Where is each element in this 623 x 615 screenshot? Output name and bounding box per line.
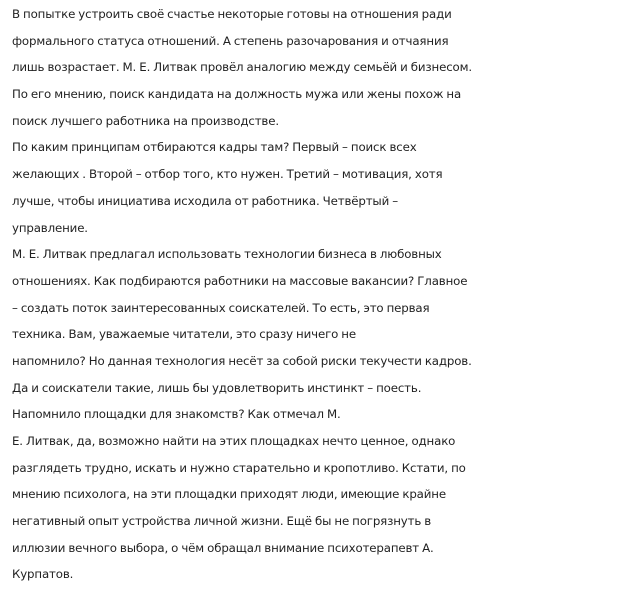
text-line: В попытке устроить своё счастье некоторые готовы на отношения ради <box>12 7 452 21</box>
text-line: напомнило? Но данная технология несёт за собой риски текучести кадров. <box>12 353 472 368</box>
text-line: Да и соискатели такие, лишь бы удовлетворить инстинкт – поесть. <box>12 380 422 395</box>
text-line: иллюзии вечного выбора, о чём обращал внимание психотерапевт А. <box>12 540 434 555</box>
text-line: М. Е. Литвак предлагал использовать технологии бизнеса в любовных <box>12 247 442 262</box>
text-line: По каким принципам отбираются кадры там? Первый – поиск всех <box>12 140 417 155</box>
text-line: желающих . Второй – отбор того, кто нужен. Третий – мотивация, хотя <box>12 167 443 182</box>
text-line: отношениях. Как подбираются работники на массовые вакансии? Главное <box>12 273 468 288</box>
text-line: формального статуса отношений. А степень разочарования и отчаяния <box>12 33 449 48</box>
text-line: – создать поток заинтересованных соискателей. То есть, это первая <box>12 300 430 315</box>
text-line: лучше, чтобы инициатива исходила от работника. Четвёртый – <box>12 193 398 208</box>
text-line: По его мнению, поиск кандидата на должность мужа или жены похож на <box>12 87 462 102</box>
text-line: негативный опыт устройства личной жизни. Ещё бы не погрязнуть в <box>12 514 432 529</box>
text-line: техника. Вам, уважаемые читатели, это сразу ничего не <box>12 327 356 342</box>
text-line: поиск лучшего работника на производстве. <box>12 113 279 128</box>
text-line: Курпатов. <box>12 567 74 582</box>
text-line: управление. <box>12 220 88 235</box>
text-line: мнению психолога, на эти площадки приходят люди, имеющие крайне <box>12 487 446 502</box>
text-line: Напомнило площадки для знакомств? Как отмечал М. <box>12 407 341 422</box>
text-line: Е. Литвак, да, возможно найти на этих площадках нечто ценное, однако <box>12 434 456 448</box>
text-line: лишь возрастает. М. Е. Литвак провёл аналогию между семьёй и бизнесом. <box>12 60 472 75</box>
text-line: разглядеть трудно, искать и нужно старательно и кропотливо. Кстати, по <box>12 460 466 475</box>
